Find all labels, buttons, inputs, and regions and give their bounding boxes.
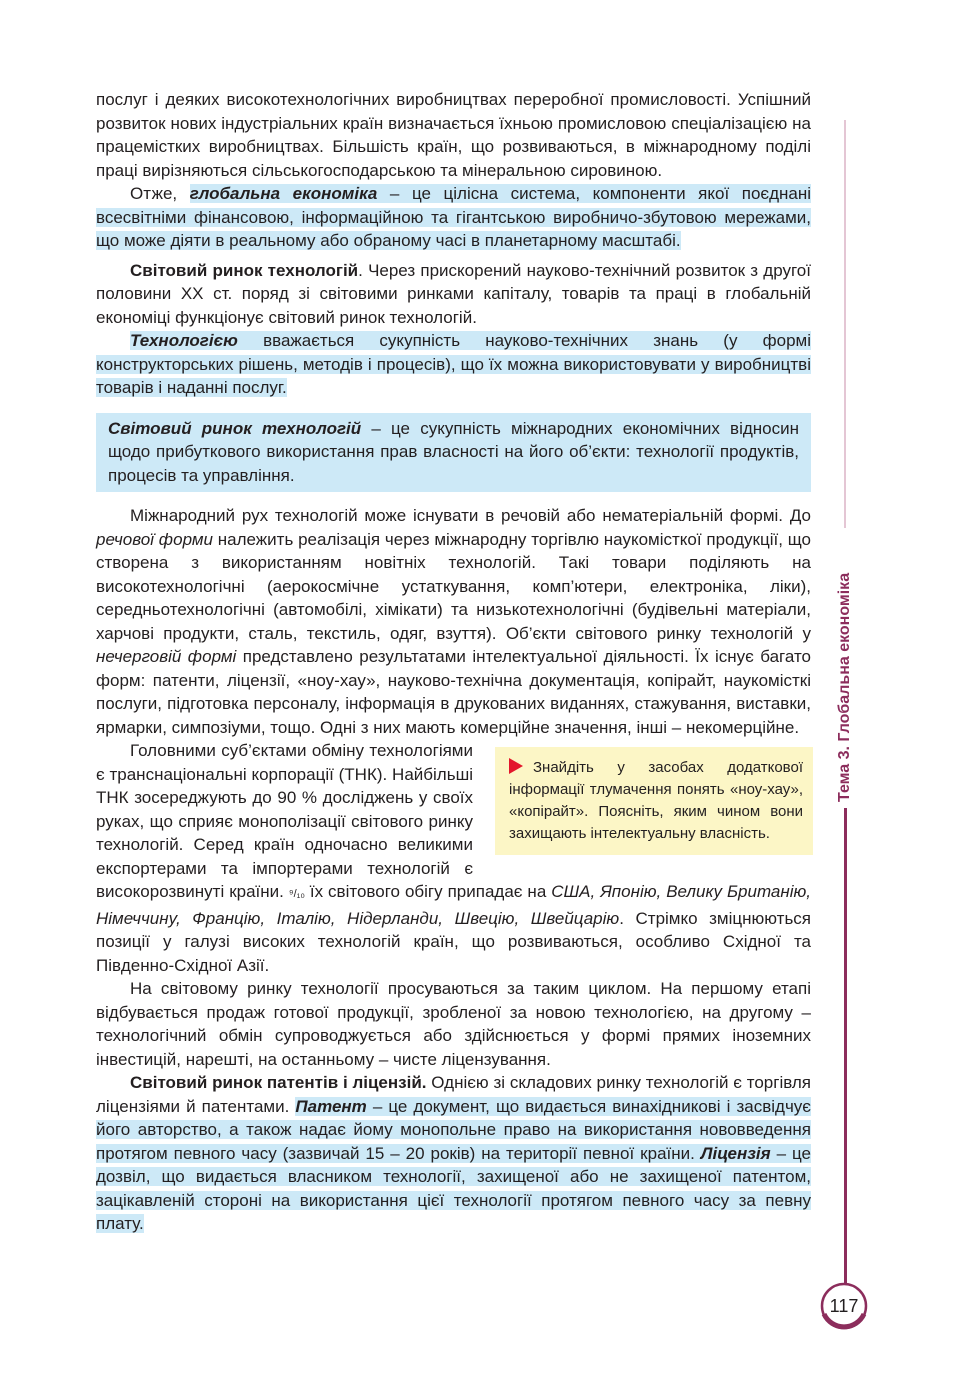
side-rule-bottom: [844, 808, 847, 1283]
technology-definition: [96, 331, 811, 397]
definition-box: [96, 413, 811, 493]
definition-text: – це цілісна система, компоненти якої поєднані всесвітніми фінансовою, інформаційною та гігантською виробничо-збутовою мережами, що може діяти в реальному або обраному часі в планетарному масштабі.: [96, 184, 812, 250]
paragraph-cycle: На світовому ринку технології просуваються за таким циклом. На першому етапі відбувається продаж готової продукції, зробленої за новою технологією, на другому – технологічний обмін супроводжується або здійснюється у формі прямих іноземних інвестицій, нарешті, на останньому – чисте ліцензування.: [96, 979, 811, 1069]
definition-text: вважається сукупність науково-технічних знань (у формі конструкторських рішень, методів і процесів), що їх можна використовувати у виробництві товарів і наданні послуг.: [96, 331, 811, 397]
side-rule-top: [844, 120, 846, 528]
topic-title: Тема 3. Глобальна економіка: [836, 572, 853, 802]
text-part: представлено результатами інтелектуальної діяльності. Їх існує багато форм: патенти, ліцензії, «ноу-хау», науково-технічна документація, копірайт, наукомісткі послуги, підготовка персоналу, інформація в друкованих виданнях, стажування, виставки, ярмарки, симпозіуми, тощо. Одні з них мають комерційне значення, інші – некомерційне.: [96, 647, 811, 737]
text-part: їх світового обігу припадає на: [304, 882, 552, 901]
text-part: Головними суб’єктами обміну технологіями є транснаціональні корпорації (ТНК). Найбільші ТНК зосереджують до 90 % досліджень у своїх руках, що сприяє монополізації світового ринку технологій. Серед країн одночасно великими експортерами та імпортерами технологій є високорозвинуті країни.: [96, 741, 473, 901]
emphasis-material-form: речової форми: [96, 529, 213, 549]
paragraph-tech-market: [96, 259, 811, 330]
paragraph-text: . Через прискорений науково-технічний розвиток з другої половини ХХ ст. поряд зі світовими ринками капіталу, товарів та праці в глобальній економіці функціонує світовий ринок технологій.: [96, 260, 811, 327]
text-part: Міжнародний рух технологій може існувати в речовій або нематеріальній формі. До: [130, 506, 811, 525]
text-part: належить реалізація через міжнародну торгівлю наукомісткої продукції, що створена з використанням новітніх технологій. Такі товари поділяють на високотехнологічні (аерокосмічне устаткування, комп’ютери, електроніка, ліки), середньотехнологічні (автомобілі, хімікати) та низькотехнологічні (будівельні матеріали, харчові продукти, сталь, текстиль, одяг, взуття). Об’єкти світового ринку технологій у: [96, 529, 811, 643]
paragraph-lead: Отже,: [130, 184, 190, 203]
paragraph-tech-movement: [96, 504, 811, 739]
text-part: – це документ, що видається винахідникові і засвідчує його авторство, а також надає йому монопольне право на використання нововведення протягом певного часу (зазвичай 15 – 20 років) на території певної країни.: [96, 1096, 811, 1163]
country-list: США, Японію, Велику Британію, Німеччину, Францію, Італію, Нідерланди, Швецію, Швейцарію: [96, 882, 812, 928]
fraction: ⁹/₁₀: [288, 888, 305, 900]
paragraph-technology: [96, 329, 811, 400]
text-part: Однією зі складових ринку технологій є торгівля ліцензіями й патентами.: [96, 1073, 811, 1116]
term-global-economy: глобальна економіка: [189, 184, 378, 203]
patent-license-definition: [96, 1097, 811, 1234]
page-number: 117: [829, 1296, 859, 1316]
play-triangle-icon: [509, 758, 523, 774]
paragraph-1: послуг і деяких високотехнологічних виробництвах переробної промисловості. Успішний розвиток нових індустріальних країн визначається їхньою промисловою спеціалізацією на працемістких виробництвах. Більшість країн, що розвиваються, в міжнародному поділі праці вирізняються сільськогосподарською та мінеральною сировиною.: [96, 90, 811, 180]
text-part: . Стрімко зміцнюються позиції у галузі високих технологій країн, що розвиваються, особливо Східної та Південно-Східної Азії.: [96, 908, 812, 975]
term-world-tech-market: Світовий ринок технологій: [108, 418, 362, 438]
text-part: – це дозвіл, що видається власником технології, захищеної або не захищеної патентом, зацікавленій стороні на використання цієї технології протягом певного часу за певну плату.: [96, 1143, 811, 1233]
definition-text: – це сукупність міжнародних економічних відносин щодо прибуткового використання прав власності на його об’єкти: технології продуктів, процесів та управління.: [108, 418, 799, 485]
term-technology: Технологією: [130, 331, 238, 350]
paragraph-global-economy: [96, 182, 811, 253]
term-patent-market: Світовий ринок патентів і ліцензій.: [130, 1073, 427, 1092]
task-note-box: [495, 747, 813, 855]
term-patent: Патент: [295, 1096, 367, 1116]
global-economy-definition: [96, 184, 811, 250]
paragraph-patents: [96, 1071, 811, 1236]
emphasis-immaterial-form: нечерговій формі: [96, 647, 237, 666]
term-tech-market: Світовий ринок технологій: [130, 260, 359, 280]
note-text: Знайдіть у засобах додаткової інформації тлумачення понять «ноу-хау», «копірайт». Поясніть, яким чином вони захищають інтелектуальну власність.: [509, 759, 803, 842]
main-text: [96, 88, 811, 1236]
term-license: Ліцензія: [700, 1143, 771, 1163]
